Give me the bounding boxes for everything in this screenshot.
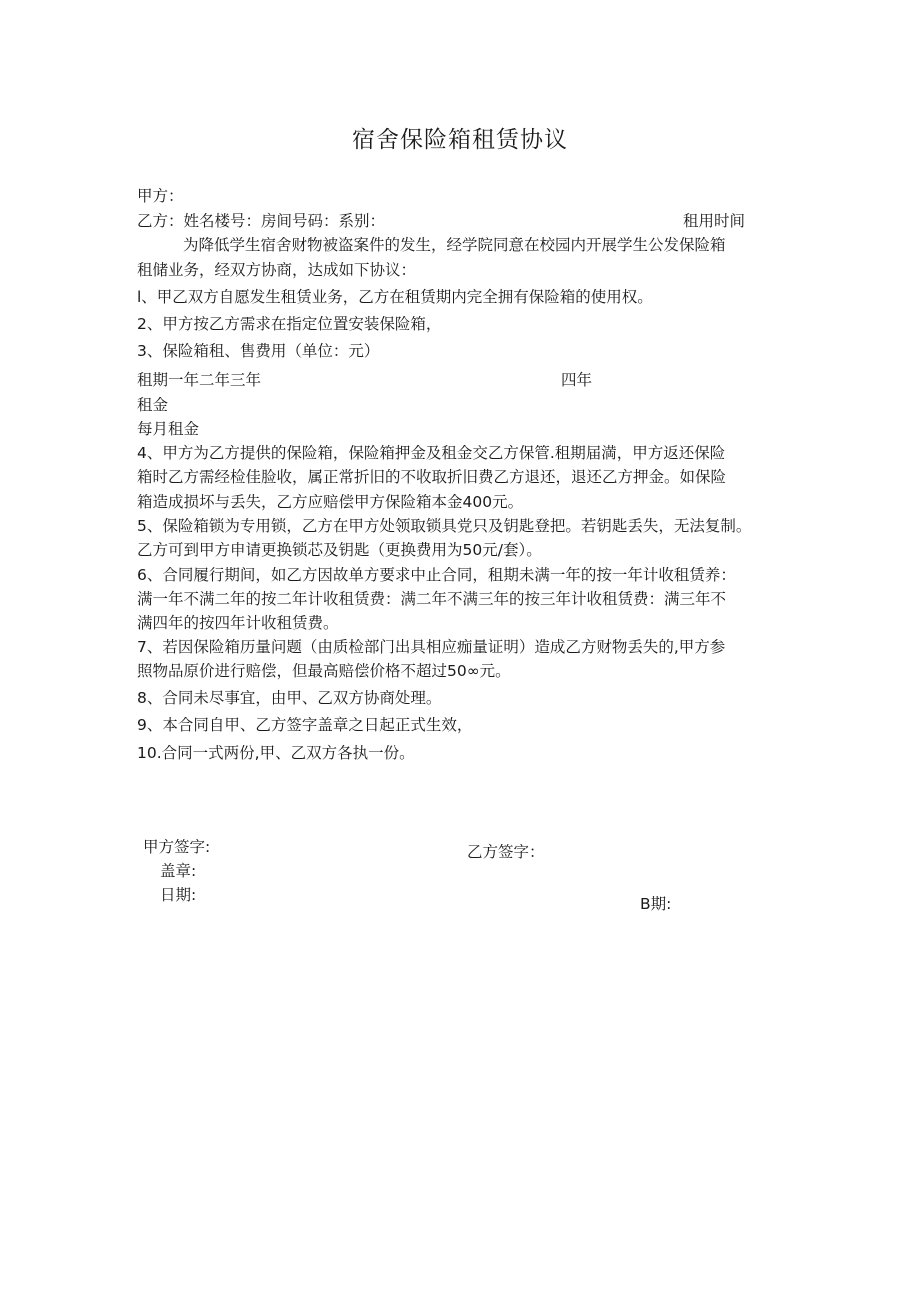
clause-6-line-3: 满四年的按四年计收租赁费。 bbox=[137, 614, 339, 632]
clause-3: 3、保险箱租、售费用（单位：元） bbox=[137, 342, 380, 360]
clause-7-line-1: 7、若因保险箱历量问题（由质检部门出具相应痂量证明）造成乙方财物丢失的,甲方参 bbox=[137, 638, 726, 656]
clause-2: 2、甲方按乙方需求在指定位置安装保险箱， bbox=[137, 315, 442, 333]
intro-line-2: 租储业务，经双方协商，达成如下协议： bbox=[137, 261, 417, 279]
clause-6-line-2: 满一年不满二年的按二年计收租赁费：满二年不满三年的按三年计收租赁费：满三年不 bbox=[137, 590, 727, 608]
fee-table-rent-row: 租金 bbox=[137, 396, 169, 414]
clause-10: 10.合同一式两份,甲、乙双方各执一份。 bbox=[137, 744, 415, 762]
clause-5-line-2: 乙方可到甲方申请更换锁芯及钥匙（更换费用为50元/套）。 bbox=[137, 541, 542, 559]
fee-table-four-years: 四年 bbox=[561, 371, 593, 389]
party-b-date-label: B期: bbox=[640, 895, 672, 913]
clause-8: 8、合同未尽事宜，由甲、乙双方协商处理。 bbox=[137, 689, 442, 707]
clause-9: 9、本合同自甲、乙方签字盖章之日起正式生效， bbox=[137, 716, 473, 734]
clause-6-line-1: 6、合同履行期间，如乙方因故单方要求中止合同，租期未满一年的按一年计收租赁养： bbox=[137, 566, 736, 584]
party-a-date-label: 日期: bbox=[160, 886, 197, 904]
clause-4-line-3: 箱造成损坏与丢失，乙方应赔偿甲方保险箱本金400元。 bbox=[137, 493, 524, 511]
party-b-line: 乙方：姓名楼号：房间号码：系别： bbox=[137, 212, 386, 230]
fee-table-monthly-row: 每月租金 bbox=[137, 420, 200, 438]
intro-line-1: 为降低学生宿舍财物被盗案件的发生，经学院同意在校园内开展学生公发保险箱 bbox=[183, 236, 726, 254]
rent-time-label: 租用时间 bbox=[683, 212, 746, 230]
fee-table-period-row: 租期一年二年三年 bbox=[137, 371, 262, 389]
seal-label: 盖章: bbox=[160, 862, 197, 880]
document-title: 宿舍保险箱租赁协议 bbox=[352, 127, 568, 153]
party-a-signature-label: 甲方签字: bbox=[143, 838, 211, 856]
party-b-signature-label: 乙方签字： bbox=[467, 843, 545, 861]
clause-4-line-1: 4、甲方为乙方提供的保险箱，保险箱押金及租金交乙方保管.租期届満，甲方返还保险 bbox=[137, 444, 726, 462]
clause-7-line-2: 照物品原价进行赔偿，但最高赔偿价格不超过50∞元。 bbox=[137, 662, 511, 680]
clause-1: l、甲乙双方自愿发生租赁业务，乙方在租赁期内完全拥有保险箱的使用权。 bbox=[137, 288, 653, 306]
party-a-line: 甲方： bbox=[137, 187, 184, 205]
clause-4-line-2: 箱时乙方需经检佳脸收，属正常折旧的不收取折旧费乙方退还，退还乙方押金。如保险 bbox=[137, 468, 727, 486]
clause-5-line-1: 5、保险箱锁为专用锁，乙方在甲方处领取锁具党只及钥匙登把。若钥匙丢失，无法复制。 bbox=[137, 517, 752, 535]
